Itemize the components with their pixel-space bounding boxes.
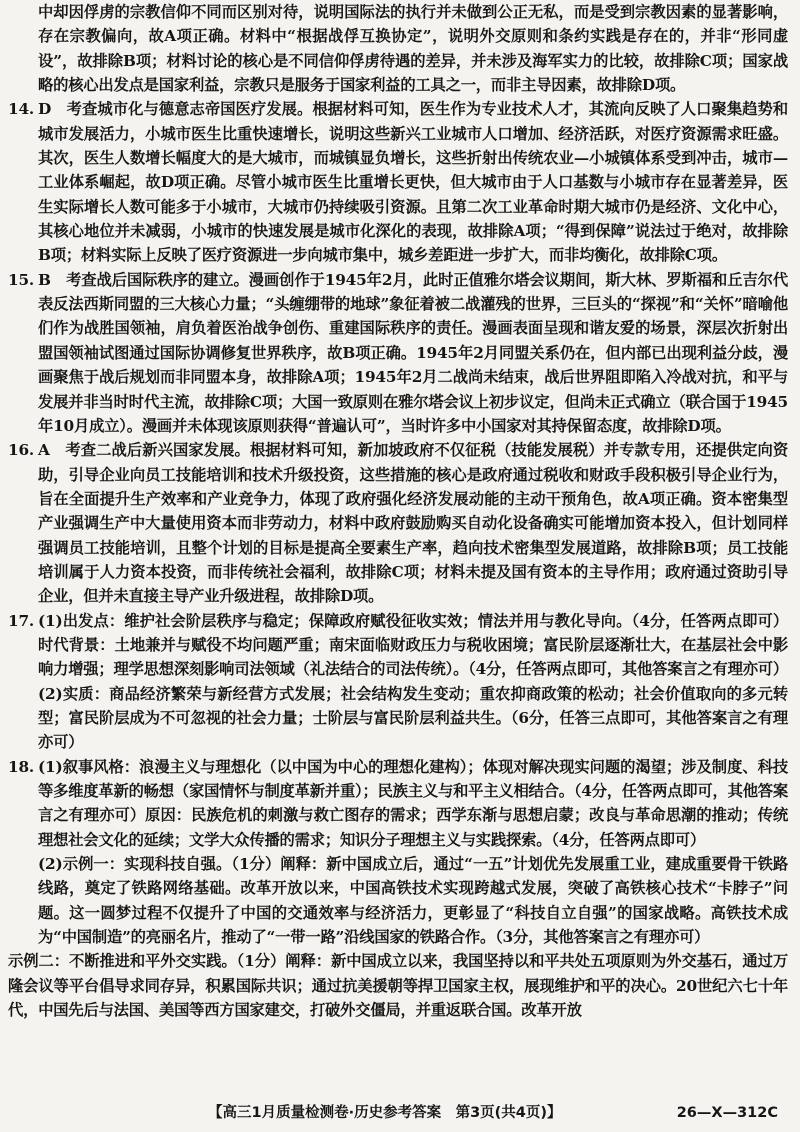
partial-answer-13-continued: 中却因俘虏的宗教信仰不同而区别对待，说明国际法的执行并未做到公正无私，而是受到宗教因素的显著影响，存在宗教偏向，故A项正确。材料中“根据战俘互换协定”，说明外交原则和条约实践是存在的，并非“形同虚设”，故排除B项；材料讨论的核心是不同信仰俘虏待遇的差异，并未涉及海军实力的比较，故排除C项；国家战略的核心出发点是国家利益，宗教只是服务于国家利益的工具之一，而非主导因素，故排除D项。 — [38, 3, 788, 95]
footer-code: 26—X—312C — [676, 1105, 778, 1121]
answer-paragraph: (1)出发点：维护社会阶层秩序与稳定；保障政府赋役征收实效；情法并用与教化导向。（4分，任答两点即可）时代背景：土地兼并与赋役不均问题严重；南宋面临财政压力与税收困境；富民阶层逐渐壮大，在基层社会中影响力增强；理学思想深刻影响司法领域（礼法结合的司法传统）。（4分，任答两点即可，其他答案言之有理亦可） — [38, 611, 788, 679]
answer-paragraph: A 考查二战后新兴国家发展。根据材料可知，新加坡政府不仅征税（技能发展税）并专款专用，还提供定向资助，引导企业向员工技能培训和技术升级投资，这些措施的核心是政府通过税收和财政手段积极引导企业行为，旨在全面提升生产效率和产业竞争力，体现了政府强化经济发展动能的主动干预角色，故A项正确。资本密集型产业强调生产中大量使用资本而非劳动力，材料中政府鼓励购买自动化设备确实可能增加资本投入，但计划同样强调员工技能培训，且整个计划的目标是提高全要素生产率，趋向技术密集型发展道路，故排除B项；员工技能培训属于人力资本投资，而非传统社会福利，故排除C项；材料未提及国有资本的主导作用；政府通过资助引导企业，但并未直接主导产业升级进程，故排除D项。 — [38, 441, 788, 606]
item-number: 16. — [8, 441, 35, 460]
answer-paragraph-example-two: 示例二：不断推进和平外交实践。（1分）阐释：新中国成立以来，我国坚持以和平共处五项原则为外交基石，通过万隆会议等平台倡导求同存异，积累国际共识；通过抗美援朝等捍卫国家主权，展现维护和平的决心。20世纪六七十年代，中国先后与法国、美国等西方国家建交，打破外交僵局，并重返联合国。改革开放 — [8, 952, 788, 1020]
answer-paragraph: (1)叙事风格：浪漫主义与理想化（以中国为中心的理想化建构）；体现对解决现实问题的渴望；涉及制度、科技等多维度革新的畅想（家国情怀与制度革新并重）；民族主义与和平主义相结合。（4分，任答两点即可，其他答案言之有理亦可）原因：民族危机的刺激与救亡图存的需求；西学东渐与思想启蒙；改良与革命思潮的推动；传统理想社会文化的延续；文学大众传播的需求；知识分子理想主义与实践探索。（4分，任答两点即可） — [38, 757, 788, 849]
answer-paragraph: (2)实质：商品经济繁荣与新经营方式发展；社会结构发生变动；重农抑商政策的松动；社会价值取向的多元转型；富民阶层成为不可忽视的社会力量；士阶层与富民阶层利益共生。（6分，任答三点即可，其他答案言之有理亦可） — [38, 684, 788, 752]
answer-paragraph: D 考查城市化与德意志帝国医疗发展。根据材料可知，医生作为专业技术人才，其流向反映了人口聚集趋势和城市发展活力，小城市医生比重快速增长，说明这些新兴工业城市人口增加、经济活跃，对医疗资源需求旺盛。其次，医生人数增长幅度大的是大城市，而城镇显负增长，这些折射出传统农业—小城镇体系受到冲击，城市—工业体系崛起，故D项正确。尽管小城市医生比重增长更快，但大城市由于人口基数与小城市存在显著差异，医生实际增长人数可能多于小城市，大城市仍持续吸引资源。且第二次工业革命时期大城市仍是经济、文化中心，其核心地位并未减弱，小城市的快速发展是城市化深化的表现，故排除A项；“得到保障”说法过于绝对，故排除B项；材料实际上反映了医疗资源进一步向城市集中，城乡差距进一步扩大，而非均衡化，故排除C项。 — [38, 100, 788, 265]
answer-content — [8, 0, 788, 1022]
answer-item-14 — [8, 97, 788, 267]
footer-title: 【高三1月质量检测卷·历史参考答案 第3页(共4页)】 — [208, 1105, 562, 1121]
answer-item-16 — [8, 438, 788, 608]
answer-item-17 — [8, 609, 788, 755]
answer-item-18 — [8, 755, 788, 950]
answer-paragraph: (2)示例一：实现科技自强。（1分）阐释：新中国成立后，通过“一五”计划优先发展重工业，建成重要骨干铁路线路，奠定了铁路网络基础。改革开放以来，中国高铁技术实现跨越式发展，突破了高铁核心技术“卡脖子”问题。这一圆梦过程不仅提升了中国的交通效率与经济活力，更彰显了“科技自立自强”的国家战略。高铁技术成为“中国制造”的亮丽名片，推动了“一带一路”沿线国家的铁路合作。（3分，其他答案言之有理亦可） — [38, 855, 788, 947]
item-number: 14. — [8, 100, 35, 119]
item-number: 15. — [8, 270, 35, 289]
answer-paragraph: B 考查战后国际秩序的建立。漫画创作于1945年2月，此时正值雅尔塔会议期间，斯大林、罗斯福和丘吉尔代表反法西斯同盟的三大核心力量；“头缠绷带的地球”象征着被二战灌残的世界，三巨头的“探视”和“关怀”暗喻他们作为战胜国领袖，肩负着医治战争创伤、重建国际秩序的责任。漫画表面呈现和谐友爱的场景，深层次折射出盟国领袖试图通过国际协调修复世界秩序，故B项正确。1945年2月同盟关系仍在，但内部已出现利益分歧，漫画聚焦于战后规划而非同盟本身，故排除A项；1945年2月二战尚未结束，战后世界阻即陷入冷战对抗，和平与发展并非当时时代主流，故排除C项；大国一致原则在雅尔塔会议上初步议定，但尚未正式确立（联合国于1945年10月成立）。漫画并未体现该原则获得“普遍认可”，当时许多中小国家对其持保留态度，故排除D项。 — [38, 270, 788, 435]
page-footer — [0, 1100, 800, 1126]
item-number: 18. — [8, 757, 35, 776]
answer-item-15 — [8, 268, 788, 438]
item-number: 17. — [8, 611, 35, 630]
